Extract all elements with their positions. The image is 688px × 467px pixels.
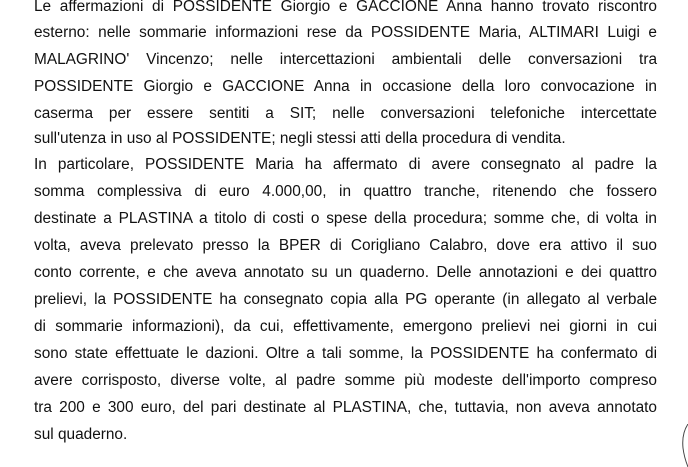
paragraph-2-line-10: tra 200 e 300 euro, del pari destinate al PLASTINA, che, tuttavia, non aveva annotato	[34, 399, 657, 416]
paragraph-2-line-9: avere corrisposto, diverse volte, al padre somme più modeste dell'importo compreso	[34, 372, 657, 389]
paragraph-2-line-7: di sommarie informazioni), da cui, effettivamente, emergono prelievi nei giorni in cui	[34, 318, 657, 335]
paragraph-2-line-11: sul quaderno.	[34, 426, 128, 443]
paragraph-2-line-5: conto corrente, e che aveva annotato su un quaderno. Delle annotazioni e dei quattro	[34, 264, 657, 281]
paragraph-2-line-2: somma complessiva di euro 4.000,00, in quattro tranche, ritenendo che fossero	[34, 183, 657, 200]
paragraph-1-line-4: POSSIDENTE Giorgio e GACCIONE Anna in occasione della loro convocazione in	[34, 78, 657, 95]
paragraph-1-line-3: MALAGRINO' Vincenzo; nelle intercettazioni ambientali delle conversazioni tra	[34, 51, 657, 68]
paragraph-2-line-3: destinate a PLASTINA a titolo di costi o spese della procedura; somme che, di volta in	[34, 210, 657, 227]
paragraph-1-line-6: sull'utenza in uso al POSSIDENTE; negli stessi atti della procedura di vendita.	[34, 130, 566, 147]
paragraph-1-line-5: caserma per essere sentiti a SIT; nelle conversazioni telefoniche intercettate	[34, 105, 657, 122]
paragraph-2-line-8: sono state effettuate le dazioni. Oltre a tali somme, la POSSIDENTE ha confermato di	[34, 345, 657, 362]
paragraph-2-line-4: volta, aveva prelevato presso la BPER di Corigliano Calabro, dove era attivo il suo	[34, 237, 657, 254]
paragraph-1-line-1: Le affermazioni di POSSIDENTE Giorgio e GACCIONE Anna hanno trovato riscontro	[34, 0, 657, 15]
paragraph-2-line-1: In particolare, POSSIDENTE Maria ha affermato di avere consegnato al padre la	[34, 156, 657, 173]
paragraph-1-line-2: esterno: nelle sommarie informazioni rese da POSSIDENTE Maria, ALTIMARI Luigi e	[34, 24, 657, 41]
paragraph-2-line-6: prelievi, la POSSIDENTE ha consegnato copia alla PG operante (in allegato al verbale	[34, 291, 657, 308]
margin-pen-mark	[682, 424, 688, 467]
